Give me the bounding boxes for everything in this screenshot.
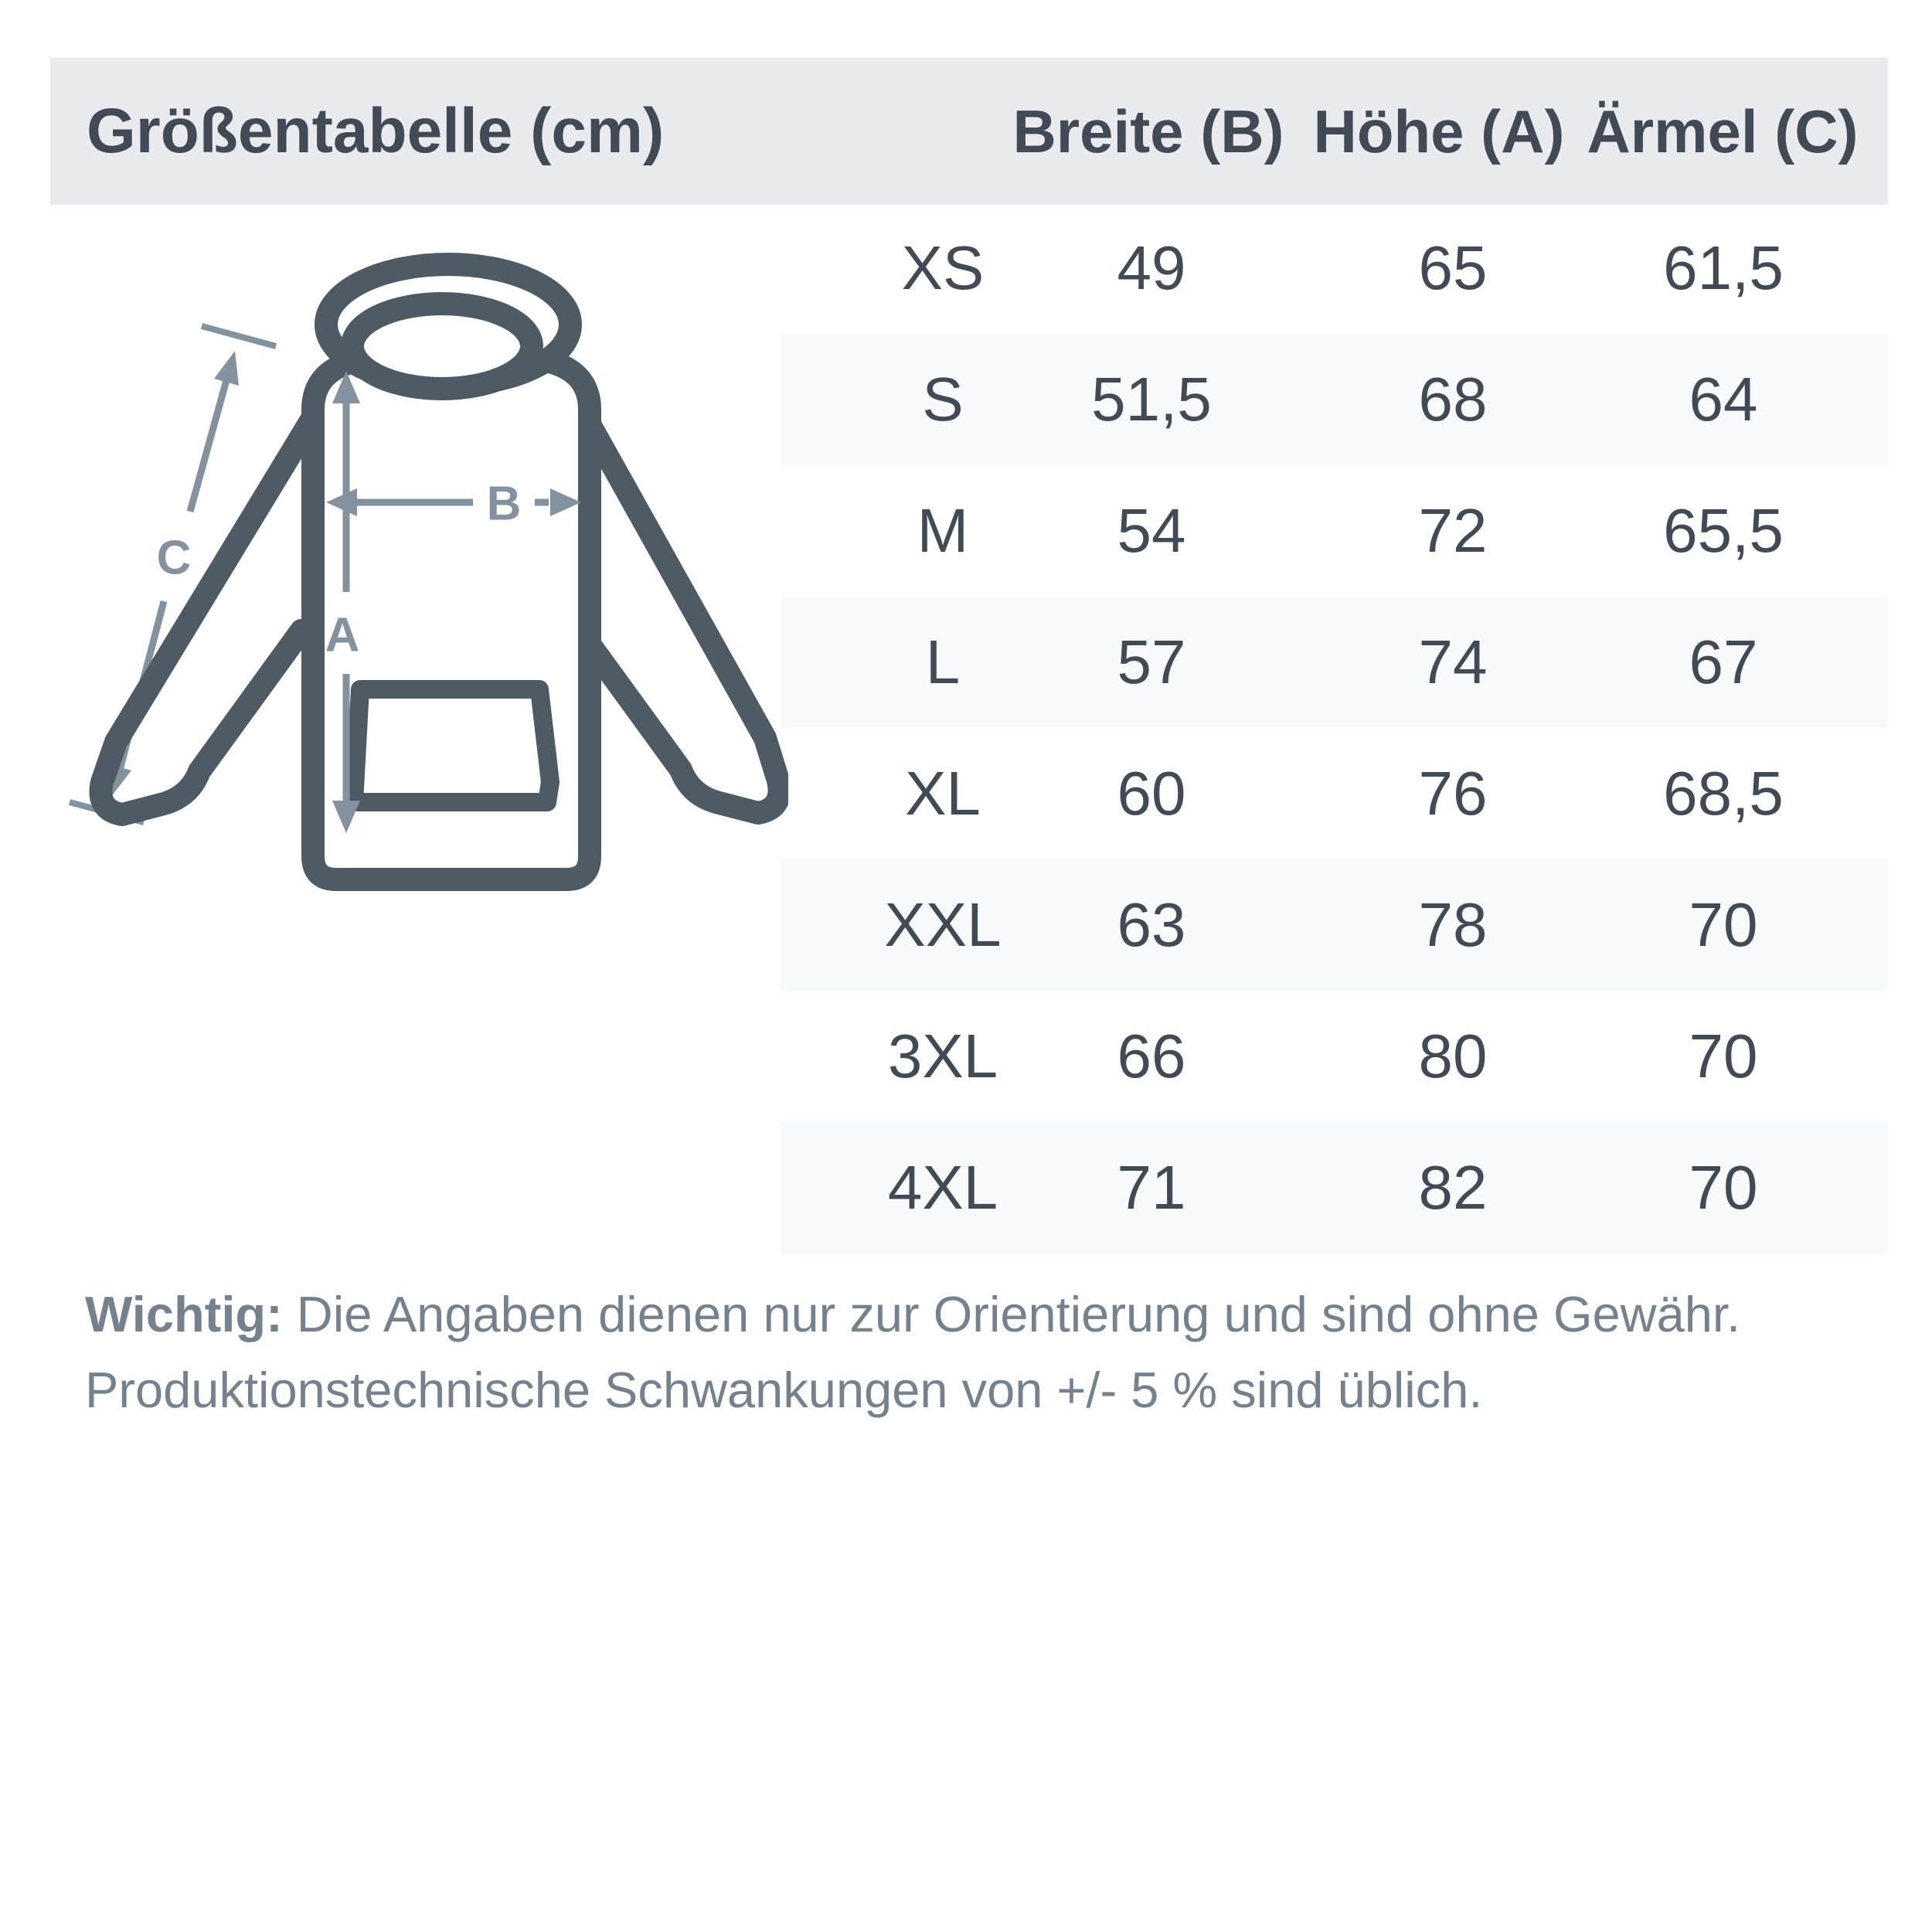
aermel-value: 70 <box>1689 1022 1758 1090</box>
table-row <box>781 859 1888 991</box>
column-header-hoehe: Höhe (A) <box>1313 97 1565 165</box>
footer-lead: Wichtig: <box>85 1286 283 1342</box>
dimension-label-c: C <box>156 531 192 585</box>
table-row <box>781 334 1888 465</box>
size-label: 4XL <box>887 1153 998 1222</box>
table-header-bar <box>50 58 1888 205</box>
hoehe-value: 72 <box>1418 496 1488 565</box>
page-title: Größentabelle (cm) <box>87 96 665 166</box>
breite-value: 60 <box>1117 759 1186 828</box>
table-row <box>781 465 1888 597</box>
footer-line1 <box>85 1277 1893 1352</box>
hoehe-value: 80 <box>1418 1022 1488 1090</box>
hoehe-value: 78 <box>1418 890 1488 959</box>
aermel-value: 67 <box>1689 628 1758 696</box>
hoehe-value: 68 <box>1418 365 1488 434</box>
hoehe-value: 76 <box>1418 759 1488 828</box>
footer-line1-text: Die Angaben dienen nur zur Orientierung und sind ohne Gewähr. <box>282 1286 1741 1342</box>
hoehe-value: 74 <box>1418 628 1488 696</box>
hoodie-measurement-diagram <box>46 201 788 912</box>
breite-value: 54 <box>1117 496 1186 565</box>
size-label: M <box>917 496 969 565</box>
column-header-aermel: Ärmel (C) <box>1587 97 1859 165</box>
table-row <box>781 991 1888 1122</box>
aermel-value: 61,5 <box>1663 233 1784 302</box>
table-row <box>781 1122 1888 1253</box>
size-label: XL <box>905 759 981 828</box>
size-label: L <box>925 628 961 696</box>
aermel-value: 70 <box>1689 890 1758 959</box>
table-row <box>781 728 1888 859</box>
aermel-value: 64 <box>1689 365 1758 434</box>
breite-value: 57 <box>1117 628 1186 696</box>
size-label: XXL <box>884 890 1002 959</box>
footer-note <box>85 1277 1893 1428</box>
column-header-breite: Breite (B) <box>1012 97 1284 165</box>
breite-value: 63 <box>1117 890 1186 959</box>
hoehe-value: 82 <box>1418 1153 1488 1222</box>
breite-value: 71 <box>1117 1153 1186 1222</box>
hoehe-value: 65 <box>1418 233 1488 302</box>
table-row <box>781 202 1888 334</box>
breite-value: 49 <box>1117 233 1186 302</box>
aermel-value: 65,5 <box>1663 496 1784 565</box>
aermel-value: 70 <box>1689 1153 1758 1222</box>
breite-value: 51,5 <box>1091 365 1212 434</box>
size-table <box>781 202 1888 1253</box>
size-label: 3XL <box>887 1022 998 1090</box>
aermel-value: 68,5 <box>1663 759 1784 828</box>
table-row <box>781 597 1888 728</box>
dimension-label-a: A <box>325 608 360 662</box>
footer-line2: Produktionstechnische Schwankungen von +/- 5 % sind üblich. <box>85 1362 1483 1418</box>
size-label: S <box>922 365 964 434</box>
size-label: XS <box>901 233 985 302</box>
dimension-label-b: B <box>486 477 522 531</box>
hood-inner-ring <box>352 304 532 389</box>
hoodie-diagram-svg <box>46 201 788 912</box>
breite-value: 66 <box>1117 1022 1186 1090</box>
